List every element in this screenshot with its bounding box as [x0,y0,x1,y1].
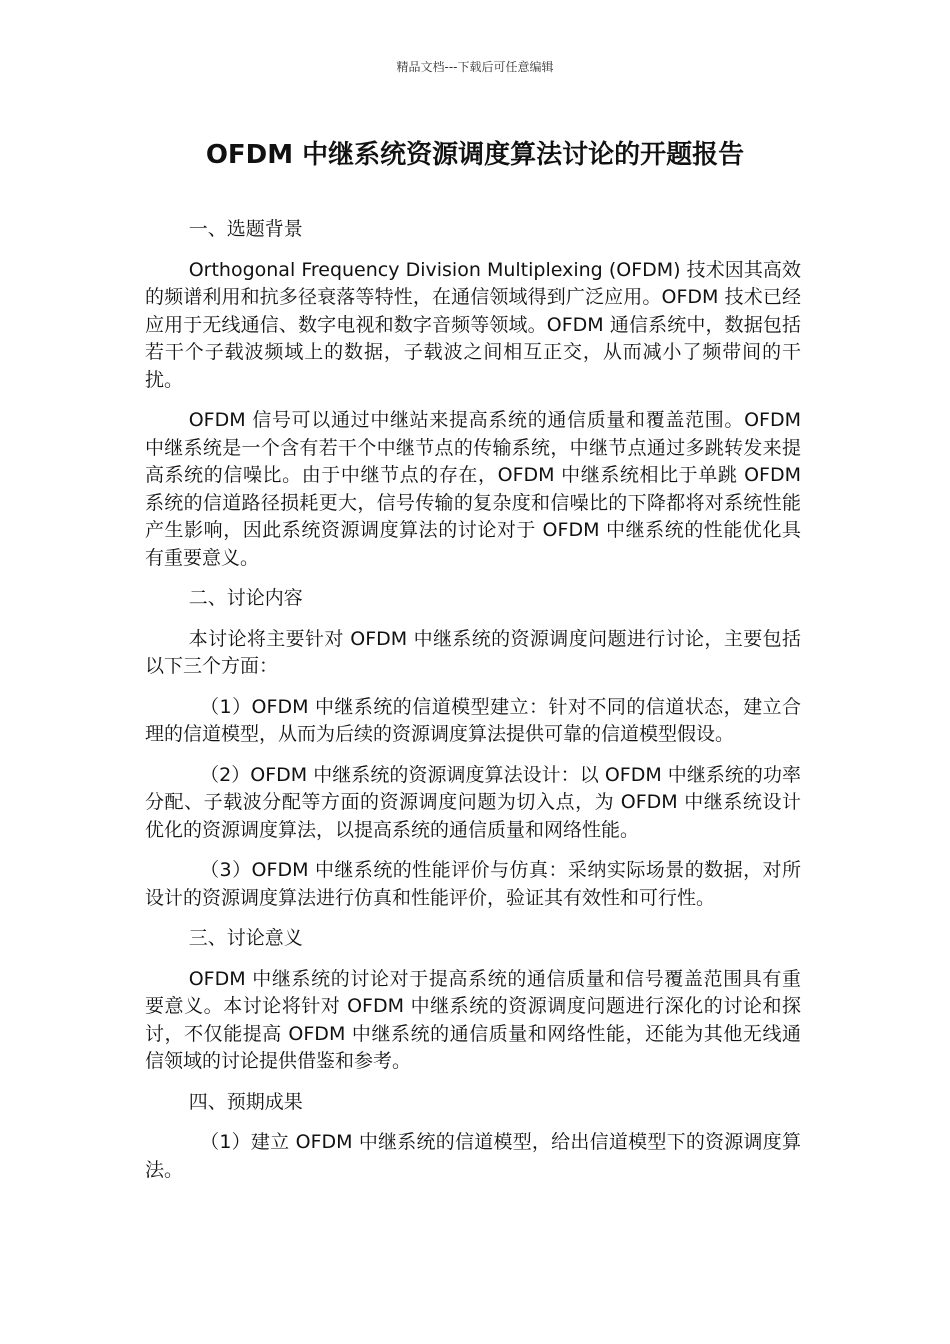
list-item: （2）OFDM 中继系统的资源调度算法设计：以 OFDM 中继系统的功率分配、子载波分配等方面的资源调度问题为切入点，为 OFDM 中继系统设计优化的资源调度算法，以提高系统的通信质量和网络性能。 [145,763,801,841]
section-heading-content: 二、讨论内容 [188,587,303,609]
header-note: 精品文档---下载后可任意编辑 [396,60,554,74]
paragraph: OFDM 信号可以通过中继站来提高系统的通信质量和覆盖范围。OFDM 中继系统是一个含有若干个中继节点的传输系统，中继节点通过多跳转发来提高系统的信噪比。由于中继节点的存在，OFDM 中继系统相比于单跳 OFDM 系统的信道路径损耗更大，信号传输的复杂度和信噪比的下降都将对系统性能产生影响，因此系统资源调度算法的讨论对于 OFDM 中继系统的性能优化具有重要意义。 [145,409,801,569]
document-title: OFDM 中继系统资源调度算法讨论的开题报告 [205,140,745,170]
section-heading-outcomes: 四、预期成果 [188,1090,303,1113]
document-body [145,216,801,1197]
list-item: （3）OFDM 中继系统的性能评价与仿真：采纳实际场景的数据，对所设计的资源调度算法进行仿真和性能评价，验证其有效性和可行性。 [145,859,801,909]
section-heading-significance: 三、讨论意义 [188,927,303,949]
paragraph: Orthogonal Frequency Division Multiplexing (OFDM) 技术因其高效的频谱利用和抗多径衰落等特性，在通信领域得到广泛应用。OFDM 技术已经应用于无线通信、数字电视和数字音频等领域。OFDM 通信系统中，数据包括若干个子载波频域上的数据，子载波之间相互正交，从而减小了频带间的干扰。 [145,258,801,391]
list-item: （1）OFDM 中继系统的信道模型建立：针对不同的信道状态，建立合理的信道模型，从而为后续的资源调度算法提供可靠的信道模型假设。 [145,695,801,745]
section-heading-background: 一、选题背景 [188,218,303,240]
paragraph: OFDM 中继系统的讨论对于提高系统的通信质量和信号覆盖范围具有重要意义。本讨论将针对 OFDM 中继系统的资源调度问题进行深化的讨论和探讨，不仅能提高 OFDM 中继系统的通信质量和网络性能，还能为其他无线通信领域的讨论提供借鉴和参考。 [145,967,801,1072]
paragraph: 本讨论将主要针对 OFDM 中继系统的资源调度问题进行讨论，主要包括以下三个方面： [145,627,801,677]
list-item: （1）建立 OFDM 中继系统的信道模型，给出信道模型下的资源调度算法。 [145,1131,801,1181]
